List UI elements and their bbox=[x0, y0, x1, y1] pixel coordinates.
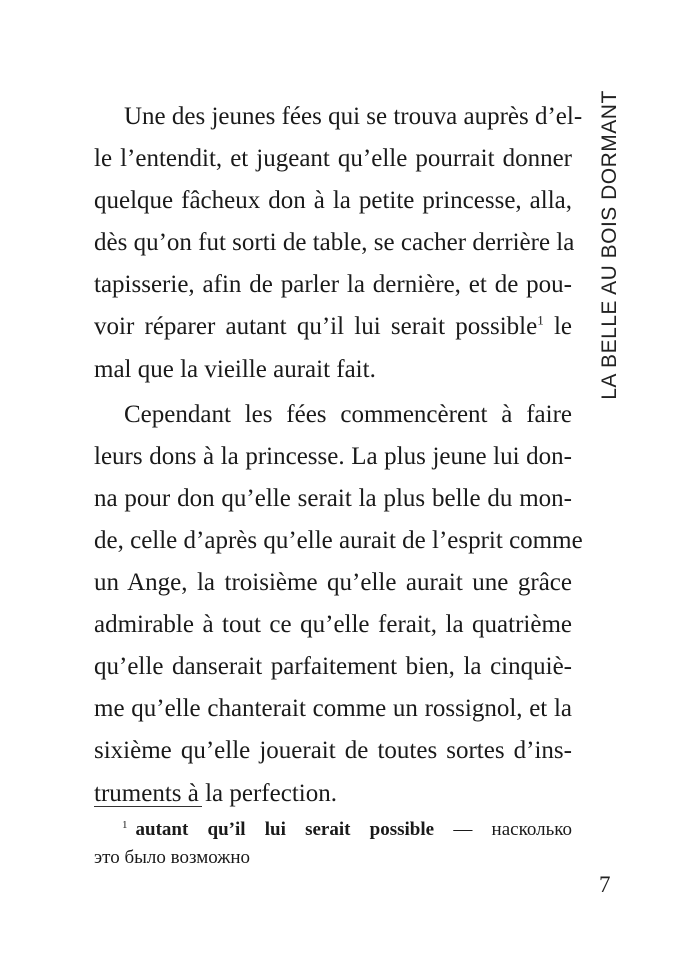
text-line-part: le bbox=[553, 313, 572, 341]
text-line: mal que la vieille aurait fait. bbox=[94, 355, 376, 383]
body-text bbox=[94, 96, 583, 815]
footnote-line bbox=[94, 816, 572, 844]
text-line: dès qu’on fut sorti de table, se cacher derrière la bbox=[94, 229, 575, 257]
text-line: de, celle d’après qu’elle aurait de l’esprit comme bbox=[94, 526, 583, 554]
text-line: tapisserie, afin de parler la dernière, et de pou- bbox=[94, 271, 572, 299]
running-head bbox=[590, 90, 630, 400]
text-line: sixième qu’elle jouerait de toutes sortes d’ins- bbox=[94, 737, 572, 765]
paragraph-2 bbox=[94, 394, 583, 815]
running-head-text: LA BELLE AU BOIS DORMANT bbox=[598, 90, 622, 400]
footnote-reference[interactable]: 1 bbox=[537, 313, 544, 329]
text-line: Une des jeunes fées qui se trouva auprès d’el- bbox=[124, 103, 583, 130]
footnote bbox=[94, 816, 572, 872]
page-number: 7 bbox=[599, 872, 611, 897]
text-line: Cependant les fées commencèrent à faire bbox=[124, 400, 572, 428]
paragraph-1 bbox=[94, 96, 583, 391]
footnote-translation: — насколько bbox=[434, 819, 572, 840]
footnote-divider bbox=[94, 806, 202, 807]
footnote-line: это было возможно bbox=[94, 847, 251, 868]
text-line: me qu’elle chanterait comme un rossignol, et la bbox=[94, 695, 572, 723]
text-line: un Ange, la troisième qu’elle aurait une grâce bbox=[94, 569, 572, 597]
text-line: truments à la perfection. bbox=[94, 779, 337, 807]
text-line: le l’entendit, et jugeant qu’elle pourrait donner bbox=[94, 145, 572, 173]
text-line: qu’elle danserait parfaitement bien, la cinquiè- bbox=[94, 653, 572, 681]
footnote-term: autant qu’il lui serait possible bbox=[135, 819, 435, 840]
footnote-number: 1 bbox=[122, 818, 128, 831]
text-line: na pour don qu’elle serait la plus belle du mon- bbox=[94, 484, 572, 512]
text-line: quelque fâcheux don à la petite princesse, alla, bbox=[94, 187, 572, 215]
text-line: leurs dons à la princesse. La plus jeune lui don- bbox=[94, 442, 572, 470]
text-line: admirable à tout ce qu’elle ferait, la quatrième bbox=[94, 611, 572, 639]
text-line-part: voir réparer autant qu’il lui serait possible bbox=[94, 313, 538, 341]
text-line bbox=[94, 306, 572, 348]
